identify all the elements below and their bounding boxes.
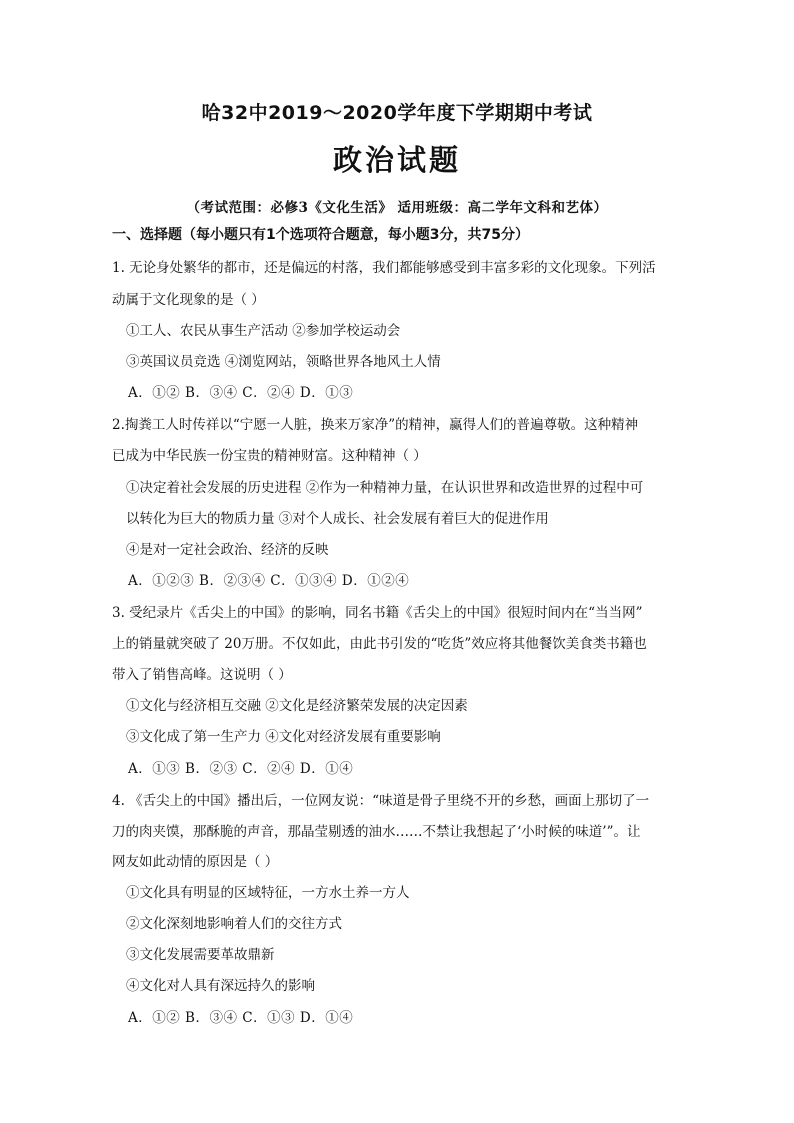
exam-subject-title: 政治试题: [332, 143, 461, 177]
q1-stem-line-1: 1. 无论身处繁华的都市，还是偏远的村落，我们都能够感受到丰富多彩的文化现象。下列活: [112, 260, 656, 276]
q4-options-line-4: ④文化对人具有深远持久的影响: [126, 978, 315, 994]
q3-stem-line-1: 3. 受纪录片《舌尖上的中国》的影响，同名书籍《舌尖上的中国》很短时间内在“当当网”: [112, 605, 643, 621]
q2-stem-line-1: 2.掏粪工人时传祥以“宁愿一人脏，换来万家净”的精神，赢得人们的普遍尊敬。这种精神: [112, 417, 639, 433]
q2-answer-choices: A．①②③ B．②③④ C．①③④ D．①②④: [128, 573, 410, 589]
q3-stem-line-2: 上的销量就突破了 20万册。不仅如此，由此书引发的“吃货”效应将其他餐饮美食类书籍也: [112, 636, 647, 652]
q1-stem-line-2: 动属于文化现象的是（ ）: [112, 292, 265, 308]
q1-answer-choices: A．①② B．③④ C．②④ D．①③: [128, 385, 354, 401]
q4-answer-choices: A．①② B．③④ C．①③ D．①④: [128, 1010, 354, 1026]
q2-options-line-3: ④是对一定社会政治、经济的反映: [126, 542, 329, 558]
q2-options-line-2: 以转化为巨大的物质力量 ③对个人成长、社会发展有着巨大的促进作用: [126, 511, 549, 527]
q2-stem-line-2: 已成为中华民族一份宝贵的精神财富。这种精神（ ）: [112, 448, 427, 464]
q3-options-line-1: ①文化与经济相互交融 ②文化是经济繁荣发展的决定因素: [126, 698, 468, 714]
q4-stem-line-2: 刀的肉夹馍，那酥脆的声音，那晶莹剔透的油水……不禁让我想起了‘小时候的味道’”。让: [112, 824, 641, 840]
q1-options-line-2: ③英国议员竞选 ④浏览网站，领略世界各地风土人情: [126, 354, 441, 370]
exam-scope-note: （考试范围：必修3《文化生活》 适用班级：高二学年文科和艺体）: [186, 200, 608, 216]
q4-options-line-3: ③文化发展需要革故鼎新: [126, 947, 275, 963]
q4-stem-line-3: 网友如此动情的原因是（ ）: [112, 854, 279, 870]
q3-stem-line-3: 带入了销售高峰。这说明（ ）: [112, 667, 292, 683]
exam-title: 哈32中2019～2020学年度下学期期中考试: [201, 102, 593, 124]
q1-options-line-1: ①工人、农民从事生产活动 ②参加学校运动会: [126, 323, 401, 339]
q3-options-line-2: ③文化成了第一生产力 ④文化对经济发展有重要影响: [126, 729, 441, 745]
q4-options-line-2: ②文化深刻地影响着人们的交往方式: [126, 916, 342, 932]
q3-answer-choices: A．①③ B．②③ C．②④ D．①④: [128, 761, 354, 777]
q2-options-line-1: ①决定着社会发展的历史进程 ②作为一种精神力量，在认识世界和改造世界的过程中可: [126, 480, 644, 496]
section-heading: 一、选择题（每小题只有1个选项符合题意，每小题3分，共75分）: [112, 227, 529, 243]
q4-stem-line-1: 4. 《舌尖上的中国》播出后，一位网友说：“味道是骨子里绕不开的乡愁，画面上那切了一: [112, 793, 650, 809]
q4-options-line-1: ①文化具有明显的区域特征，一方水土养一方人: [126, 885, 410, 901]
